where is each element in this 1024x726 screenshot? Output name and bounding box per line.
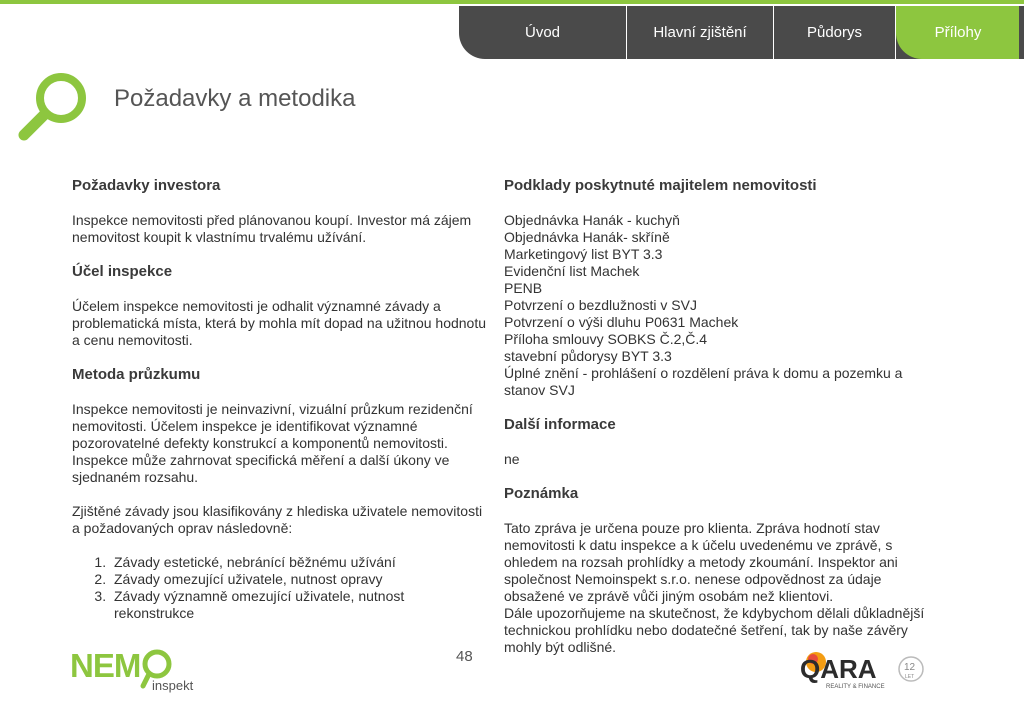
list-item: Objednávka Hanák - kuchyň: [504, 212, 680, 228]
tab-uvod[interactable]: Úvod: [459, 6, 627, 59]
section-heading-podklady: Podklady poskytnuté majitelem nemovitosti: [504, 177, 817, 194]
list-item: Potvrzení o výši dluhu P0631 Machek: [504, 314, 739, 330]
poznamka-text: Tato zpráva je určena pouze pro klienta. Zpráva hodnotí stav nemovitosti k datu inspekce a k účelu uvedenému ve zprávě, s ohledem na rozsah prohlídky a metody zkoumání. Inspektor ani společnost Nemoinspekt s.r.o. nenese odpovědnost za údaje obsažené ve zprávě vůči jiným osobám než klientovi.: [504, 520, 898, 604]
ucel-text: Účelem inspekce nemovitosti je odhalit významné závady a problematická místa, která by mohla mít dopad na užitnou hodnotu a cenu nemovitosti.: [72, 298, 487, 348]
list-item: 1. Závady estetické, nebránící běžnému užívání: [110, 554, 486, 571]
top-navigation: [459, 6, 1020, 59]
section-heading-ucel: Účel inspekce: [72, 263, 173, 280]
top-accent-line: [0, 0, 1024, 4]
tab-hlavni-zjisteni[interactable]: Hlavní zjištění: [627, 6, 774, 59]
right-column: [504, 177, 934, 656]
svg-text:REALITY & FINANCE: REALITY & FINANCE: [826, 684, 885, 690]
list-item: stavební půdorysy BYT 3.3: [504, 348, 672, 364]
list-item: PENB: [504, 280, 543, 296]
tab-prilohy[interactable]: Přílohy: [896, 6, 1020, 59]
svg-text:12: 12: [904, 662, 916, 673]
svg-text:LET: LET: [905, 674, 915, 680]
svg-text:inspekt: inspekt: [152, 678, 194, 693]
list-item: Evidenční list Machek: [504, 263, 640, 279]
section-heading-poznamka: Poznámka: [504, 485, 579, 502]
poznamka-text-2: Dále upozorňujeme na skutečnost, že kdybychom dělali důkladnější technickou prohlídku nebo dodatečné šetření, tak by naše závěry mohly být odlišné.: [504, 605, 925, 655]
section-heading-dalsi-informace: Další informace: [504, 416, 616, 433]
metoda-text: Inspekce nemovitosti je neinvazivní, vizuální průzkum rezidenční nemovitosti. Účelem inspekce je identifikovat významné pozorovatelné defekty konstrukcí a komponentů nemovitosti. Inspekce může zahrnovat specifická měření a další úkony ve sjednaném rozsahu.: [72, 401, 473, 485]
list-item: Úplné znění - prohlášení o rozdělení práva k domu a pozemku a stanov SVJ: [504, 365, 903, 398]
qara-logo: [800, 648, 928, 690]
document-list: [504, 212, 934, 399]
defect-class-list: [110, 554, 486, 622]
svg-text:QARA: QARA: [800, 654, 877, 684]
page-title: Požadavky a metodika: [114, 85, 356, 112]
list-item: 2. Závady omezující uživatele, nutnost opravy: [110, 571, 486, 588]
dalsi-informace-text: ne: [504, 451, 520, 467]
nav-edge-bar: [1019, 6, 1024, 59]
nemo-inspekt-logo: [70, 644, 200, 694]
list-item: Objednávka Hanák- skříně: [504, 229, 670, 245]
tab-pudorys[interactable]: Půdorys: [774, 6, 896, 59]
list-item: 3. Závady významně omezující uživatele, nutnost rekonstrukce: [110, 588, 486, 622]
left-column: [72, 177, 486, 622]
section-heading-metoda: Metoda průzkumu: [72, 366, 201, 383]
svg-text:NEM: NEM: [70, 647, 141, 684]
list-item: Příloha smlouvy SOBKS Č.2,Č.4: [504, 331, 708, 347]
list-item: Potvrzení o bezdlužnosti v SVJ: [504, 297, 697, 313]
section-heading-pozadavky: Požadavky investora: [72, 177, 221, 194]
pozadavky-text: Inspekce nemovitosti před plánovanou koupí. Investor má zájem nemovitost koupit k vlastnímu trvalému užívání.: [72, 212, 472, 245]
list-item: Marketingový list BYT 3.3: [504, 246, 663, 262]
klasifikace-text: Zjištěné závady jsou klasifikovány z hlediska uživatele nemovitosti a požadovaných oprav následovně:: [72, 503, 483, 536]
page-number: 48: [456, 648, 473, 665]
magnifier-icon: [14, 68, 94, 144]
